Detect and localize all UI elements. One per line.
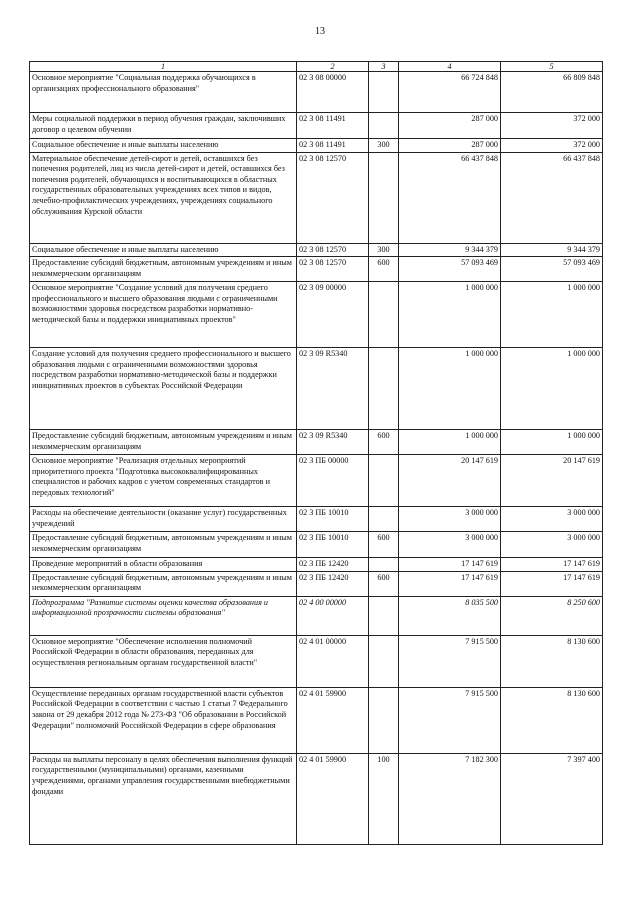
row-amount-1-cell: 8 035 500 [399,596,501,635]
header-col-2: 2 [297,62,369,72]
row-code-cell: 02 3 09 R5340 [297,430,369,455]
row-name-cell: Предоставление субсидий бюджетным, автономным учреждениям и иным некоммерческим организациям [30,571,297,596]
row-expense-type-cell: 600 [369,532,399,558]
row-name-cell: Основное мероприятие "Обеспечение исполнения полномочий Российской Федерации в области образования, переданных для осуществления региональным органам государственной власти" [30,635,297,687]
row-amount-2-cell: 57 093 469 [501,257,603,282]
row-code-cell: 02 4 01 59900 [297,753,369,844]
header-col-1: 1 [30,62,297,72]
row-amount-2-cell: 66 437 848 [501,152,603,243]
row-name-cell: Основное мероприятие "Создание условий для получения среднего профессионального и высшего образования людьми с ограниченными возможностями здоровья посредством разработки нормативно-методической базы и поддержки инициативных проектов" [30,282,297,348]
row-expense-type-cell [369,72,399,113]
row-amount-1-cell: 7 915 500 [399,635,501,687]
table-header-row [30,62,603,72]
row-code-cell: 02 3 ПБ 00000 [297,455,369,507]
row-amount-1-cell: 287 000 [399,113,501,139]
row-expense-type-cell: 100 [369,753,399,844]
row-expense-type-cell: 600 [369,257,399,282]
row-code-cell: 02 4 00 00000 [297,596,369,635]
row-expense-type-cell: 300 [369,139,399,153]
row-code-cell: 02 3 08 12570 [297,257,369,282]
row-amount-2-cell: 17 147 619 [501,571,603,596]
row-amount-1-cell: 1 000 000 [399,348,501,430]
table-row [30,113,603,139]
row-amount-1-cell: 17 147 619 [399,571,501,596]
table-row [30,139,603,153]
row-name-cell: Предоставление субсидий бюджетным, автономным учреждениям и иным некоммерческим организациям [30,257,297,282]
row-code-cell: 02 3 ПБ 10010 [297,507,369,532]
row-amount-2-cell: 3 000 000 [501,507,603,532]
table-row [30,558,603,572]
row-amount-1-cell: 7 182 300 [399,753,501,844]
table-row [30,72,603,113]
row-amount-2-cell: 1 000 000 [501,430,603,455]
row-expense-type-cell: 600 [369,571,399,596]
row-name-cell: Предоставление субсидий бюджетным, автономным учреждениям и иным некоммерческим организациям [30,532,297,558]
budget-table [29,61,603,845]
row-amount-2-cell: 66 809 848 [501,72,603,113]
row-code-cell: 02 3 09 R5340 [297,348,369,430]
table-row [30,571,603,596]
row-code-cell: 02 3 ПБ 12420 [297,558,369,572]
row-expense-type-cell [369,152,399,243]
table-row [30,152,603,243]
row-amount-1-cell: 3 000 000 [399,507,501,532]
table-row [30,507,603,532]
row-expense-type-cell [369,507,399,532]
table-row [30,596,603,635]
row-amount-2-cell: 1 000 000 [501,348,603,430]
row-amount-1-cell: 7 915 500 [399,687,501,753]
row-amount-2-cell: 8 130 600 [501,687,603,753]
row-amount-2-cell: 372 000 [501,113,603,139]
row-code-cell: 02 3 08 11491 [297,113,369,139]
table-row [30,257,603,282]
row-name-cell: Материальное обеспечение детей-сирот и детей, оставшихся без попечения родителей, лиц из числа детей-сирот и детей, оставшихся без попечения родителей, обучающихся и воспитывающихся в областных государственных образовательных учреждениях всех типов и видов, лечебно-профилактических учреждениях, учреждениях социального обслуживания Курской области [30,152,297,243]
row-name-cell: Основное мероприятие "Социальная поддержка обучающихся в организациях профессионального образования" [30,72,297,113]
row-amount-1-cell: 66 724 848 [399,72,501,113]
row-amount-1-cell: 1 000 000 [399,430,501,455]
row-amount-2-cell: 8 250 600 [501,596,603,635]
row-expense-type-cell [369,635,399,687]
row-name-cell: Создание условий для получения среднего профессионального и высшего образования людьми с ограниченными возможностями здоровья посредством разработки нормативно-методической базы и поддержки инициативных проектов в субъектах Российской Федерации [30,348,297,430]
row-expense-type-cell: 300 [369,243,399,257]
table-row [30,282,603,348]
row-name-cell: Подпрограмма "Развитие системы оценки качества образования и информационной прозрачности системы образования" [30,596,297,635]
row-code-cell: 02 3 ПБ 10010 [297,532,369,558]
row-name-cell: Меры социальной поддержки в период обучения граждан, заключивших договор о целевом обучении [30,113,297,139]
row-expense-type-cell [369,113,399,139]
row-amount-1-cell: 20 147 619 [399,455,501,507]
row-name-cell: Социальное обеспечение и иные выплаты населению [30,139,297,153]
row-amount-2-cell: 7 397 400 [501,753,603,844]
row-name-cell: Расходы на выплаты персоналу в целях обеспечения выполнения функций государственными (муниципальными) органами, казенными учреждениями, органами управления государственными внебюджетными фондами [30,753,297,844]
row-amount-2-cell: 17 147 619 [501,558,603,572]
page-number: 13 [315,26,325,37]
row-expense-type-cell [369,687,399,753]
row-code-cell: 02 3 08 00000 [297,72,369,113]
row-name-cell: Социальное обеспечение и иные выплаты населению [30,243,297,257]
row-name-cell: Проведение мероприятий в области образования [30,558,297,572]
row-name-cell: Предоставление субсидий бюджетным, автономным учреждениям и иным некоммерческим организациям [30,430,297,455]
row-code-cell: 02 4 01 59900 [297,687,369,753]
header-col-5: 5 [501,62,603,72]
table-row [30,348,603,430]
row-name-cell: Основное мероприятие "Реализация отдельных мероприятий приоритетного проекта "Подготовка высококвалифицированных специалистов и рабочих кадров с учетом современных стандартов и передовых технологий" [30,455,297,507]
row-amount-1-cell: 66 437 848 [399,152,501,243]
row-expense-type-cell [369,282,399,348]
row-code-cell: 02 3 09 00000 [297,282,369,348]
row-amount-2-cell: 20 147 619 [501,455,603,507]
table-row [30,455,603,507]
header-col-3: 3 [369,62,399,72]
header-col-4: 4 [399,62,501,72]
row-expense-type-cell [369,558,399,572]
row-amount-1-cell: 57 093 469 [399,257,501,282]
table-row [30,753,603,844]
row-name-cell: Осуществление переданных органам государственной власти субъектов Российской Федерации в соответствии с частью 1 статьи 7 Федерального закона от 29 декабря 2012 года № 273-ФЗ "Об образовании в Российской Федерации" полномочий Российской Федерации в сфере образования [30,687,297,753]
row-expense-type-cell [369,348,399,430]
table-row [30,243,603,257]
row-amount-2-cell: 372 000 [501,139,603,153]
row-code-cell: 02 3 ПБ 12420 [297,571,369,596]
row-code-cell: 02 3 08 12570 [297,152,369,243]
row-amount-2-cell: 1 000 000 [501,282,603,348]
table-row [30,635,603,687]
row-code-cell: 02 3 08 12570 [297,243,369,257]
row-expense-type-cell [369,596,399,635]
row-amount-1-cell: 1 000 000 [399,282,501,348]
row-expense-type-cell [369,455,399,507]
table-row [30,430,603,455]
row-amount-1-cell: 9 344 379 [399,243,501,257]
row-code-cell: 02 3 08 11491 [297,139,369,153]
table-row [30,532,603,558]
row-amount-2-cell: 9 344 379 [501,243,603,257]
table-row [30,687,603,753]
row-amount-1-cell: 17 147 619 [399,558,501,572]
row-amount-1-cell: 287 000 [399,139,501,153]
row-amount-1-cell: 3 000 000 [399,532,501,558]
row-code-cell: 02 4 01 00000 [297,635,369,687]
row-amount-2-cell: 3 000 000 [501,532,603,558]
row-name-cell: Расходы на обеспечение деятельности (оказание услуг) государственных учреждений [30,507,297,532]
row-amount-2-cell: 8 130 600 [501,635,603,687]
row-expense-type-cell: 600 [369,430,399,455]
